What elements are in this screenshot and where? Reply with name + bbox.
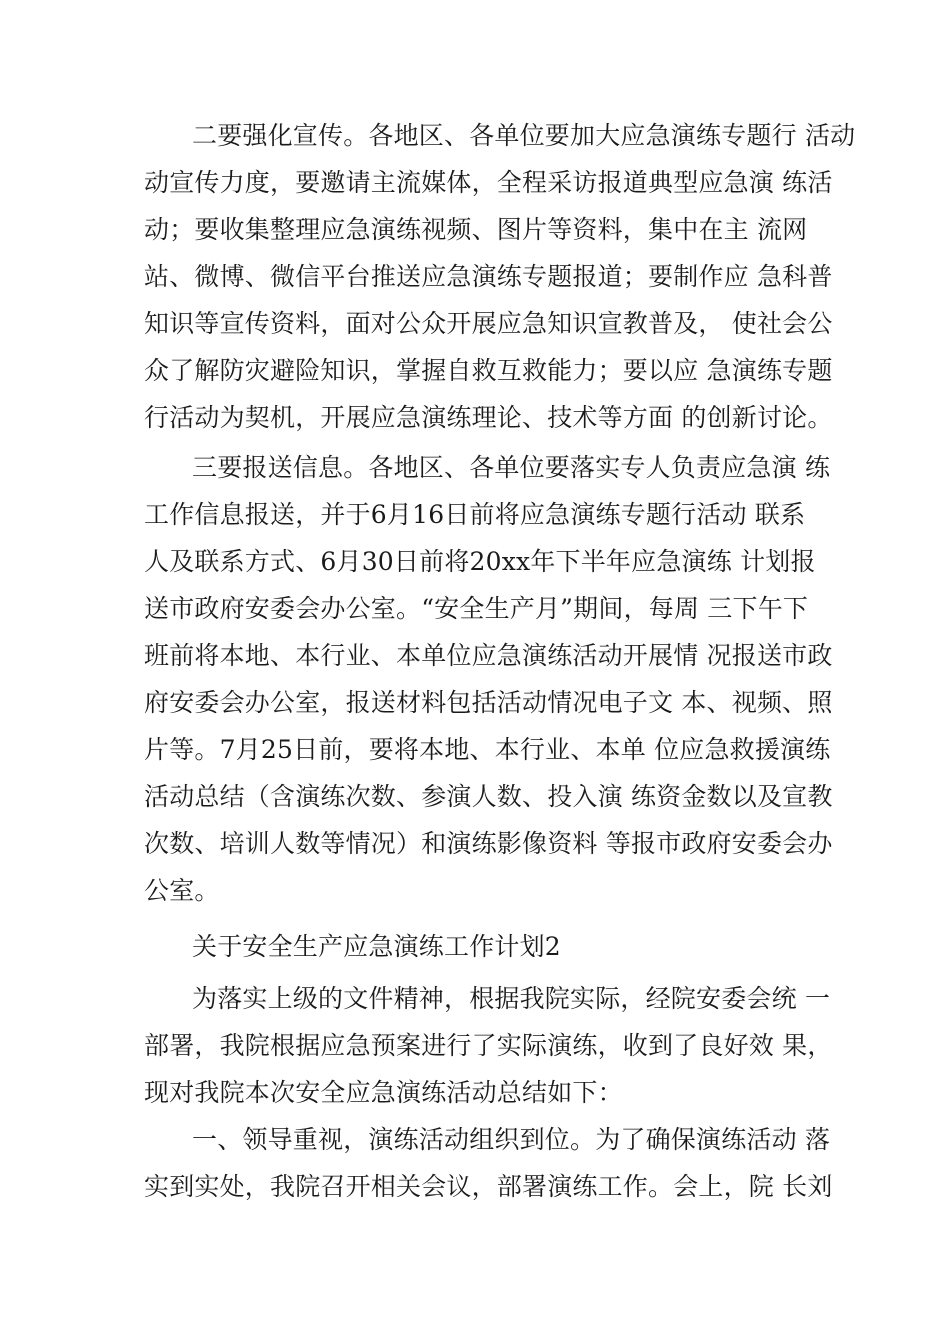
paragraph-line: 片等。7月25日前，要将本地、本行业、本单 位应急救援演练 xyxy=(144,735,831,764)
paragraph-line: 公室。 xyxy=(144,876,220,905)
paragraph-line: 部署，我院根据应急预案进行了实际演练，收到了良好效 果， xyxy=(144,1031,833,1060)
paragraph-line: 为落实上级的文件精神，根据我院实际，经院安委会统 一 xyxy=(192,984,831,1013)
paragraph-line: 工作信息报送，并于6月16日前将应急演练专题行活动 联系 xyxy=(144,500,806,529)
paragraph-line: 现对我院本次安全应急演练活动总结如下： xyxy=(144,1078,623,1107)
paragraph-line: 动；要收集整理应急演练视频、图片等资料，集中在主 流网 xyxy=(144,215,808,244)
paragraph-line: 一、领导重视，演练活动组织到位。为了确保演练活动 落 xyxy=(192,1125,831,1154)
paragraph-line: 三要报送信息。各地区、各单位要落实专人负责应急演 练 xyxy=(192,453,831,482)
paragraph-line: 二要强化宣传。各地区、各单位要加大应急演练专题行 活动 xyxy=(192,121,856,150)
paragraph-line: 府安委会办公室，报送材料包括活动情况电子文 本、视频、照 xyxy=(144,688,833,717)
paragraph-line: 活动总结（含演练次数、参演人数、投入演 练资金数以及宣教 xyxy=(144,782,833,811)
paragraph-line: 次数、培训人数等情况）和演练影像资料 等报市政府安委会办 xyxy=(144,829,833,858)
paragraph-line: 动宣传力度，要邀请主流媒体，全程采访报道典型应急演 练活 xyxy=(144,168,833,197)
paragraph-line: 知识等宣传资料，面对公众开展应急知识宣教普及， 使社会公 xyxy=(144,309,833,338)
paragraph-line: 人及联系方式、6月30日前将20xx年下半年应急演练 计划报 xyxy=(144,547,816,576)
paragraph-line: 站、微博、微信平台推送应急演练专题报道；要制作应 急科普 xyxy=(144,262,833,291)
paragraph-line: 送市政府安委会办公室。“安全生产月”期间，每周 三下午下 xyxy=(144,594,809,623)
paragraph-line: 行活动为契机，开展应急演练理论、技术等方面 的创新讨论。 xyxy=(144,403,833,432)
paragraph-line: 众了解防灾避险知识，掌握自救互救能力；要以应 急演练专题 xyxy=(144,356,833,385)
paragraph-line: 实到实处，我院召开相关会议，部署演练工作。会上，院 长刘 xyxy=(144,1172,833,1201)
section-title: 关于安全生产应急演练工作计划2 xyxy=(192,932,561,961)
paragraph-line: 班前将本地、本行业、本单位应急演练活动开展情 况报送市政 xyxy=(144,641,833,670)
